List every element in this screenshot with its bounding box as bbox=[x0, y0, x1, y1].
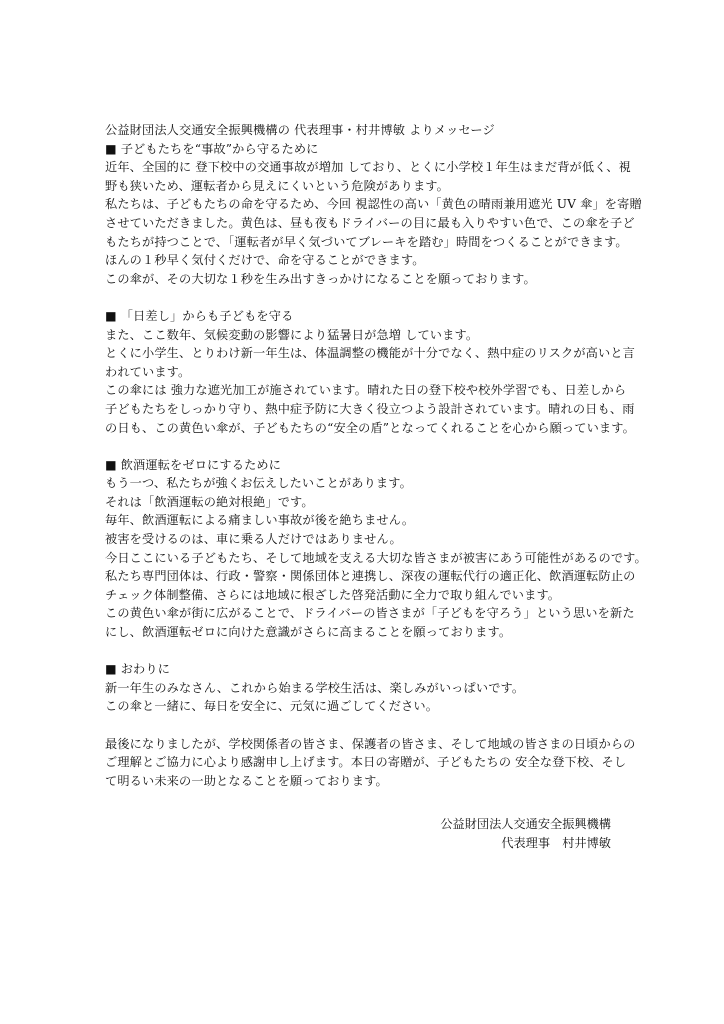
paragraph-line: この黄色い傘が街に広がることで、ドライバーの皆さまが「子どもを守ろう」という思いを新た bbox=[105, 606, 635, 621]
paragraph-line: われています。 bbox=[105, 364, 191, 379]
paragraph-line: 被害を受けるのは、車に乗る人だけではありません。 bbox=[105, 532, 402, 547]
paragraph-line: もたちが持つことで、「運転者が早く気づいてブレーキを踏む」時間をつくることができます。 bbox=[105, 234, 628, 249]
paragraph-line: 毎年、飲酒運転による痛ましい事故が後を絶ちません。 bbox=[105, 513, 415, 528]
paragraph-line: この傘には 強力な遮光加工が施されています。晴れた日の登下校や校外学習でも、日差しから bbox=[105, 383, 627, 398]
paragraph-line: させていただきました。黄色は、昼も夜もドライバーの目に最も入りやすい色で、この傘を子ど bbox=[105, 215, 635, 230]
paragraph-line: チェック体制整備、さらには地域に根ざした啓発活動に全力で取り組んでいます。 bbox=[105, 587, 561, 602]
letter-header: 公益財団法人交通安全振興機構の 代表理事・村井博敏 よりメッセージ bbox=[105, 123, 495, 137]
paragraph-line: 私たちは、子どもたちの命を守るため、今回 視認性の高い「黄色の晴雨兼用遮光 UV 傘」を寄贈 bbox=[105, 197, 642, 212]
paragraph-line: 子どもたちをしっかり守り、熱中症予防に大きく役立つよう設計されています。晴れの日も、雨 bbox=[105, 401, 635, 416]
section-heading: ■ おわりに bbox=[105, 662, 171, 677]
section-gap bbox=[105, 288, 684, 307]
section-gap bbox=[105, 437, 684, 456]
paragraph-line: この傘が、その大切な１秒を生み出すきっかけになることを願っております。 bbox=[105, 271, 536, 286]
paragraph-line: 私たち専門団体は、行政・警察・関係団体と連携し、深夜の運転代行の適正化、飲酒運転防止の bbox=[105, 569, 636, 584]
paragraph-line: ほんの１秒早く気付くだけで、命を守ることができます。 bbox=[105, 253, 425, 268]
paragraph-line: 新一年生のみなさん、これから始まる学校生活は、楽しみがいっぱいです。 bbox=[105, 680, 525, 695]
paragraph-line: また、ここ数年、気候変動の影響により猛暑日が急増 しています。 bbox=[105, 327, 479, 342]
closing-line: 最後になりましたが、学校関係者の皆さま、保護者の皆さま、そして地域の皆さまの日頃からの bbox=[105, 736, 636, 751]
signature-organization: 公益財団法人交通安全振興機構 bbox=[440, 817, 611, 831]
paragraph-line: とくに小学生、とりわけ新一年生は、体温調整の機能が十分でなく、熱中症のリスクが高いと言 bbox=[105, 346, 636, 361]
section-heading: ■ 子どもたちを“事故”から守るために bbox=[105, 141, 319, 156]
paragraph-line: 野も狭いため、運転者から見えにくいという危険があります。 bbox=[105, 178, 449, 193]
closing-line: て明るい未来の一助となることを願っております。 bbox=[105, 773, 388, 788]
section-heading: ■ 「日差し」からも子どもを守る bbox=[105, 308, 294, 323]
paragraph-line: 近年、全国的に 登下校中の交通事故が増加 しており、とくに小学校１年生はまだ背が低く、視 bbox=[105, 160, 631, 175]
paragraph-line: 今日ここにいる子どもたち、そして地域を支える大切な皆さまが被害にあう可能性があるのです。 bbox=[105, 550, 647, 565]
paragraph-line: それは「飲酒運転の絶対根絶」です。 bbox=[105, 494, 314, 509]
closing-line: ご理解とご協力に心より感謝申し上げます。本日の寄贈が、子どもたちの 安全な登下校、そし bbox=[105, 755, 627, 770]
section-heading: ■ 飲酒運転をゼロにするために bbox=[105, 457, 282, 472]
paragraph-line: にし、飲酒運転ゼロに向けた意識がさらに高まることを願っております。 bbox=[105, 625, 512, 640]
section-gap bbox=[105, 642, 684, 661]
paragraph-line: もう一つ、私たちが強くお伝えしたいことがあります。 bbox=[105, 476, 412, 491]
section-gap bbox=[105, 716, 684, 735]
paragraph-line: この傘と一緒に、毎日を安全に、元気に過ごしてください。 bbox=[105, 699, 439, 714]
paragraph-line: の日も、この黄色い傘が、子どもたちの“安全の盾”となってくれることを心から願っています。 bbox=[105, 420, 635, 435]
signature-name: 代表理事 村井博敏 bbox=[501, 836, 611, 850]
